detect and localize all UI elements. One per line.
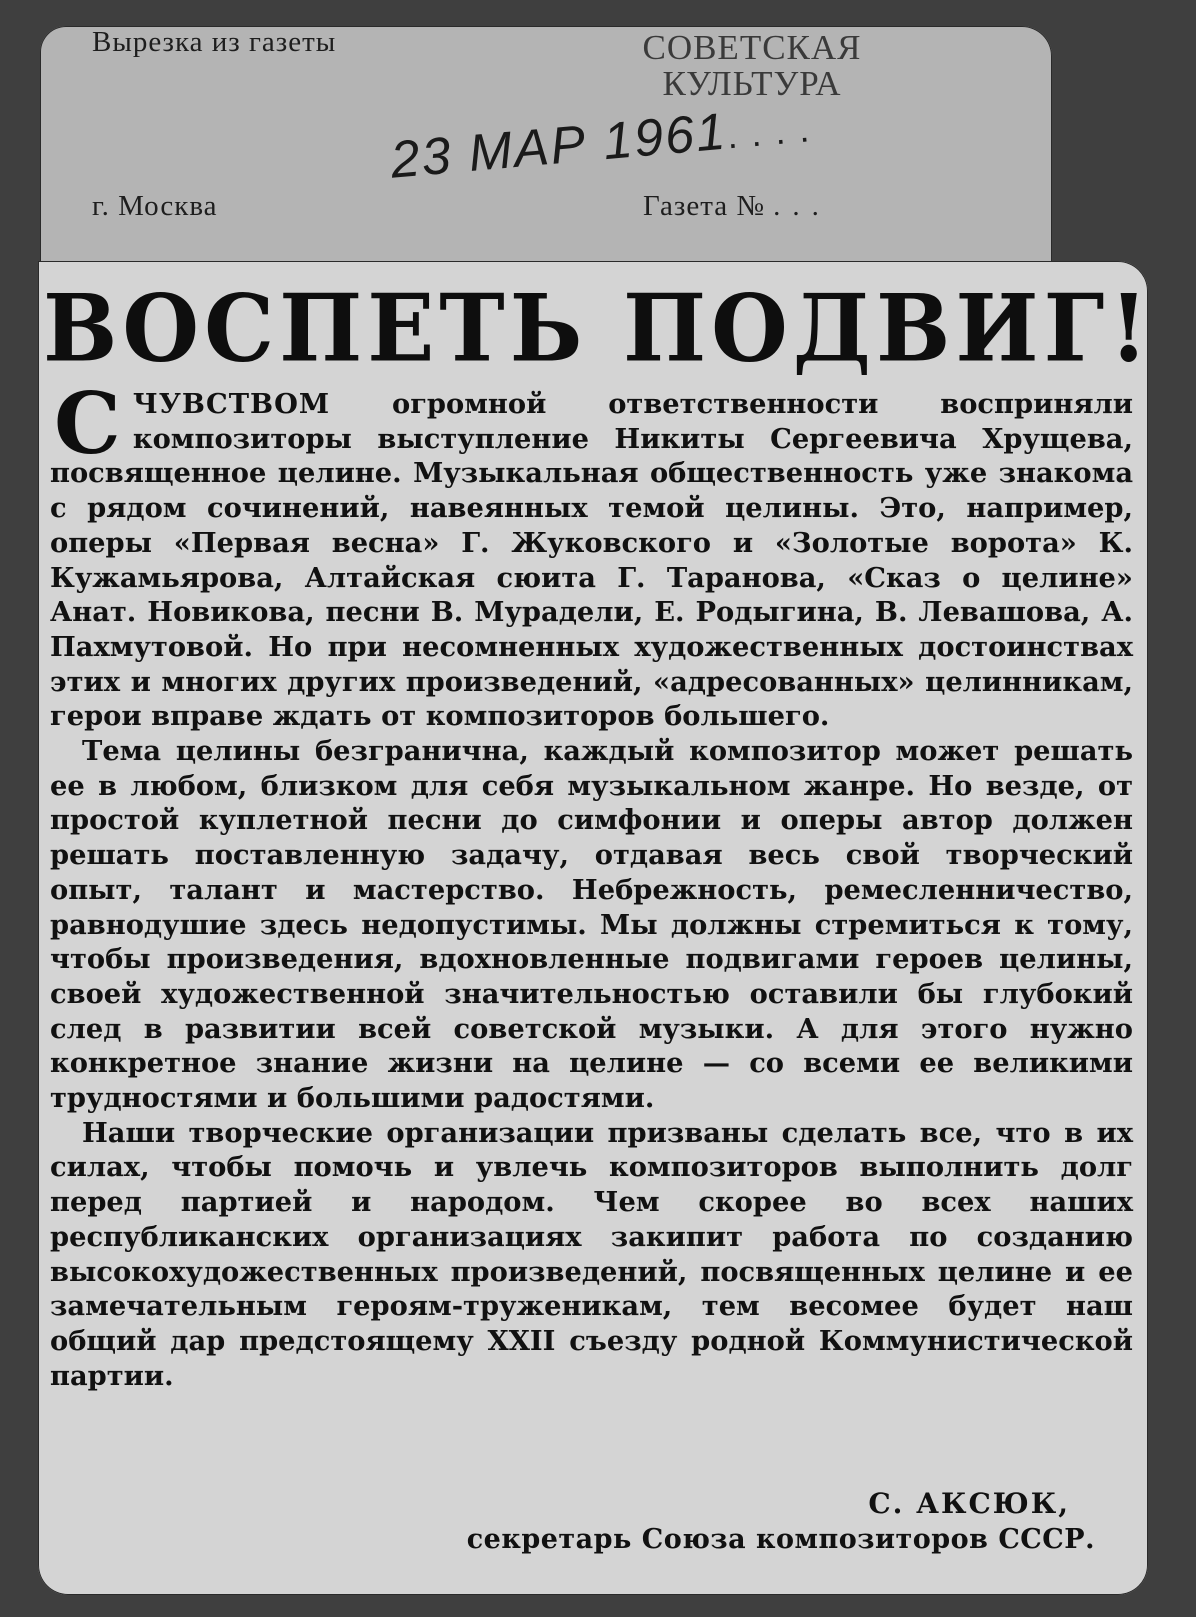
- city-label: г. Москва: [92, 190, 218, 222]
- newspaper-name-line2: КУЛЬТУРА: [662, 64, 842, 103]
- signature-name: С. АКСЮК,: [868, 1487, 1070, 1520]
- drop-cap: С: [54, 374, 121, 473]
- signature-title: секретарь Союза композиторов СССР.: [466, 1524, 1095, 1555]
- issue-label: Газета №: [643, 190, 766, 222]
- article-body: [50, 374, 1133, 1393]
- date-dots: ....: [725, 107, 825, 157]
- article-paragraph-1: [50, 374, 1133, 734]
- date-stamp-text: 23 МАР 1961: [388, 102, 730, 190]
- newspaper-name-stamp: [622, 30, 882, 102]
- issue-dots: ...: [773, 190, 831, 222]
- paragraph-1-text: огромной ответственности восприняли композиторы выступление Никиты Сергеевича Хрущева, посвященное целине. Музыкальная общественность уже знакома с рядом сочинений, навеянных темой целины. Это, например, оперы «Первая весна» Г. Жуковского и «Золотые ворота» К. Кужамьярова, Алтайская сюита Г. Таранова, «Сказ о целине» Анат. Новикова, песни В. Мурадели, Е. Родыгина, В. Левашова, А. Пахмутовой. Но при несомненных художественных достоинствах этих и многих других произведений, «адресованных» целинникам, герои вправе ждать от композиторов большего.: [50, 388, 1133, 733]
- lead-word: ЧУВСТВОМ: [132, 388, 331, 420]
- issue-label-row: [643, 190, 831, 223]
- newspaper-name-line1: СОВЕТСКАЯ: [642, 28, 862, 67]
- article-paragraph-3: Наши творческие организации призваны сделать все, что в их силах, чтобы помочь и увлечь композиторов выполнить долг перед партией и народом. Чем скорее во всех наших республиканских организациях закипит работа по созданию высокохудожественных произведений, посвященных целине и ее замечательным героям-труженикам, тем весомее будет наш общий дар предстоящему XXII съезду родной Коммунистической партии.: [50, 1116, 1133, 1392]
- article-headline: ВОСПЕТЬ ПОДВИГ!: [43, 273, 1153, 383]
- clipping-label: Вырезка из газеты: [92, 26, 337, 58]
- article-paragraph-2: Тема целины безгранична, каждый композитор может решать ее в любом, близком для себя музыкальном жанре. Но везде, от простой куплетной песни до симфонии и оперы автор должен решать поставленную задачу, отдавая весь свой творческий опыт, талант и мастерство. Небрежность, ремесленничество, равнодушие здесь недопустимы. Мы должны стремиться к тому, чтобы произведения, вдохновленные подвигами героев целины, своей художественной значительностью оставили бы глубокий след в развитии всей советской музыки. А для этого нужно конкретное знание жизни на целине — со всеми ее великими трудностями и большими радостями.: [50, 735, 1133, 1115]
